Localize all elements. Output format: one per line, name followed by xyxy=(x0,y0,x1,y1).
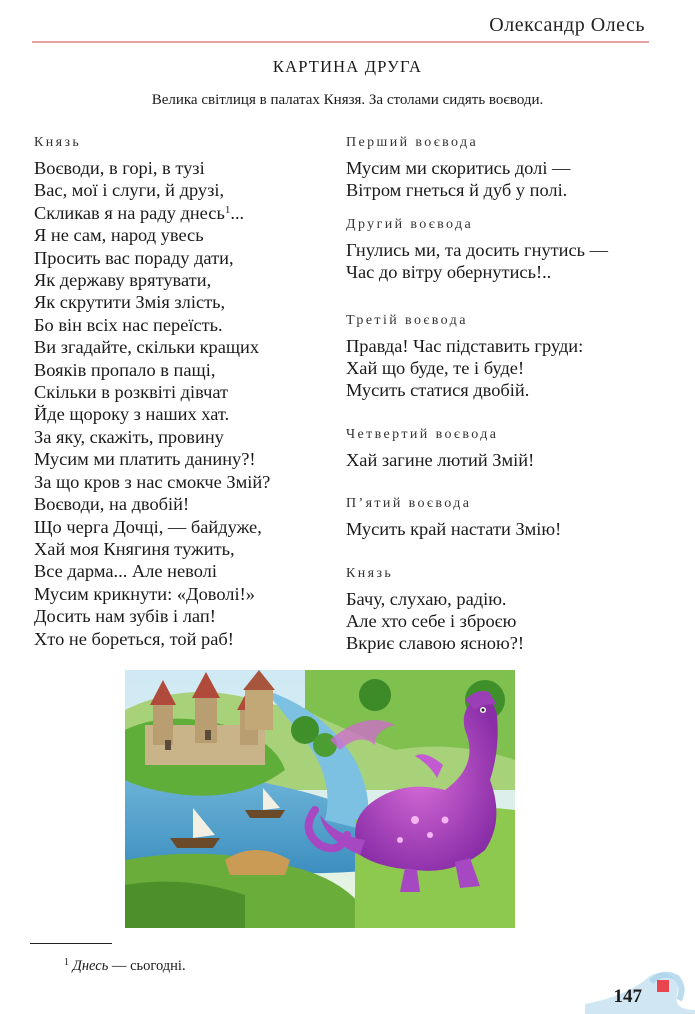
scene-title: КАРТИНА ДРУГА xyxy=(272,57,423,76)
verse-line: Вітром гнеться й дуб у полі. xyxy=(346,180,568,201)
verse-line: Хто не бореться, той раб! xyxy=(34,628,234,649)
verse-line: Правда! Час підставить груди: xyxy=(346,335,584,356)
verse-line: Але хто себе і зброєю xyxy=(346,611,517,632)
header-rule xyxy=(32,41,649,43)
footnote xyxy=(64,958,186,975)
verse-line: Йде щороку з наших хат. xyxy=(34,404,230,425)
speaker-label: Перший воєвода xyxy=(346,135,479,150)
corner-accent-square xyxy=(657,980,669,992)
verse-line: За що кров з нас смокче Змій? xyxy=(34,471,271,492)
verse-line: Мусим крикнути: «Доволі!» xyxy=(34,583,255,604)
verse-line: Все дарма... Але неволі xyxy=(34,561,217,582)
page-number: 147 xyxy=(613,986,642,1007)
verse-line: Як скрутити Змія злість, xyxy=(34,292,226,313)
verse-line: Мусим ми платить данину?! xyxy=(34,449,256,470)
verse-line: Досить нам зубів і лап! xyxy=(34,606,216,627)
verse-line: Воєводи, в горі, в тузі xyxy=(34,158,205,178)
verse-line: Бо він всіх нас переїсть. xyxy=(34,314,223,335)
verse-line-text: Скликав я на раду днесь xyxy=(34,202,225,223)
verse-line: Скільки в розквіті дівчат xyxy=(34,382,229,403)
verse-line: Хай загине лютий Змій! xyxy=(346,449,535,470)
speaker-label: Четвертий воєвода xyxy=(346,426,499,442)
speaker-label: Другий воєвода xyxy=(346,216,474,232)
verse-line xyxy=(34,202,334,224)
verse-line: Вояків пропало в пащі, xyxy=(34,359,216,380)
right-column xyxy=(346,132,656,655)
footnote-definition: — сьогодні. xyxy=(108,958,186,974)
verse-line: Бачу, слухаю, радію. xyxy=(346,588,507,609)
verse-line-suffix: ... xyxy=(230,202,245,223)
verse-line: Хай що буде, те і буде! xyxy=(346,358,525,379)
verse-line: Мусить статися двобій. xyxy=(346,380,530,401)
left-column xyxy=(34,132,334,650)
verse-line: Мусить край настати Змію! xyxy=(346,519,562,540)
verse-line: За яку, скажіть, провину xyxy=(34,426,224,447)
verse-line: Хай моя Княгиня тужить, xyxy=(34,538,235,559)
verse-line: Вас, мої і слуги, й друзі, xyxy=(34,180,225,201)
verse-line: Воєводи, на двобій! xyxy=(34,494,190,515)
dragon-castle-illustration xyxy=(125,670,515,928)
verse-line: Гнулись ми, та досить гнутись — xyxy=(346,239,609,260)
verse-line: Що черга Дочці, — байдуже, xyxy=(34,516,262,537)
header-author: Олександр Олесь xyxy=(489,14,645,36)
verse-line: Як державу врятувати, xyxy=(34,270,212,291)
verse-line: Вкриє славою ясною?! xyxy=(346,633,525,654)
footnote-marker: 1 xyxy=(224,203,231,216)
footnote-term: Днесь xyxy=(72,958,109,974)
dragon-illustration xyxy=(125,670,515,928)
speaker-label: Третій воєвода xyxy=(346,312,468,328)
scene-description: Велика світлиця в палатах Князя. За столами сидять воєводи. xyxy=(151,92,544,108)
footnote-number: 1 xyxy=(64,957,69,968)
verse-line: Мусим ми скоритись долі — xyxy=(346,158,571,178)
verse-line: Просить вас пораду дати, xyxy=(34,247,234,268)
verse-line: Час до вітру обернутись!.. xyxy=(346,262,552,283)
speaker-label: Князь xyxy=(346,565,394,581)
speaker-label: П’ятий воєвода xyxy=(346,496,472,512)
footnote-rule xyxy=(30,943,112,944)
speaker-label: Князь xyxy=(34,135,82,150)
verse-line: Ви згадайте, скільки кращих xyxy=(34,337,260,358)
verse-line: Я не сам, народ увесь xyxy=(34,225,204,246)
